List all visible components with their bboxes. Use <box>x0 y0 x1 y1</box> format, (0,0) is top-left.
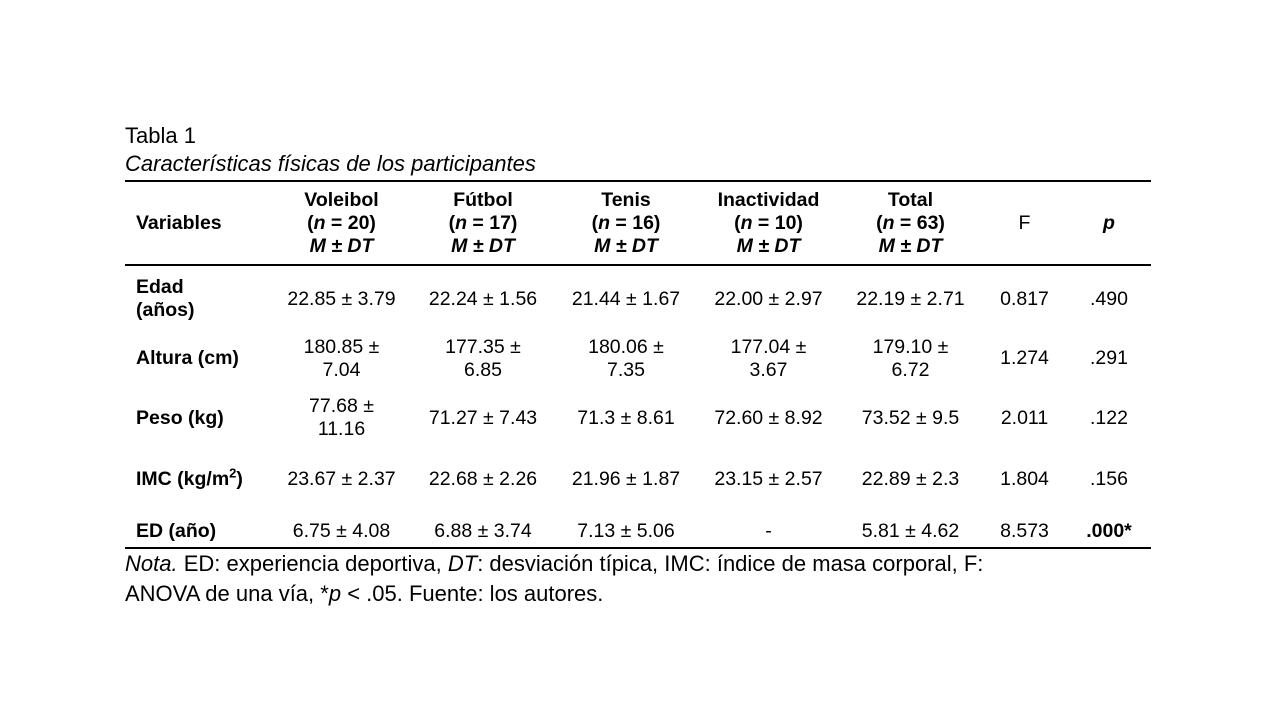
note-label: Nota. <box>125 551 178 576</box>
cell-inactividad: - <box>765 519 772 542</box>
note-text: < .05. Fuente: los autores. <box>341 581 604 606</box>
cell-voleibol: 77.68 ± 11.16 <box>309 395 374 440</box>
cell-futbol: 177.35 ± 6.85 <box>445 335 521 381</box>
header-f: F <box>982 181 1067 265</box>
cell-total: 73.52 ± 9.5 <box>861 406 960 429</box>
table-row-imc <box>125 449 1151 509</box>
table-row-peso <box>125 387 1151 449</box>
data-table <box>125 180 1151 549</box>
cell-p: .156 <box>1090 467 1128 490</box>
cell-total: 22.19 ± 2.71 <box>856 287 965 310</box>
cell-variable: Edad (años) <box>136 276 195 321</box>
cell-tenis: 7.13 ± 5.06 <box>577 519 675 542</box>
table-number: Tabla 1 <box>125 123 196 148</box>
cell-p: .000* <box>1086 519 1132 542</box>
table-caption: Características físicas de los participantes <box>125 151 536 176</box>
cell-inactividad: 22.00 ± 2.97 <box>714 287 823 310</box>
note-dt: DT <box>447 551 478 576</box>
cell-p: .291 <box>1090 347 1128 369</box>
cell-inactividad: 72.60 ± 8.92 <box>714 406 823 429</box>
header-variables: Variables <box>125 181 271 265</box>
table-note-line2 <box>125 579 1125 609</box>
cell-voleibol: 6.75 ± 4.08 <box>292 519 391 542</box>
cell-variable: ED (año) <box>136 519 217 542</box>
header-inactividad: Inactividad (n = 10) M ± DT <box>698 181 839 265</box>
cell-f: 8.573 <box>1000 519 1049 542</box>
cell-inactividad: 177.04 ± 3.67 <box>730 335 807 381</box>
note-text: ED: experiencia deportiva, <box>177 551 448 576</box>
cell-futbol: 6.88 ± 3.74 <box>434 519 532 542</box>
note-text: : desviación típica, IMC: índice de masa corporal, F: <box>477 551 984 576</box>
cell-voleibol: 180.85 ± 7.04 <box>303 335 380 381</box>
cell-p: .490 <box>1090 287 1128 310</box>
cell-f: 0.817 <box>1000 287 1049 310</box>
table-row-altura <box>125 330 1151 387</box>
table-row-edad <box>125 265 1151 330</box>
header-p: p <box>1067 181 1151 265</box>
header-voleibol: Voleibol (n = 20) M ± DT <box>271 181 412 265</box>
cell-tenis: 180.06 ± 7.35 <box>588 335 664 381</box>
cell-total: 22.89 ± 2.3 <box>861 467 960 490</box>
table-container <box>125 122 1151 609</box>
cell-total: 179.10 ± 6.72 <box>872 335 949 381</box>
cell-voleibol: 23.67 ± 2.37 <box>287 467 396 490</box>
header-tenis: Tenis (n = 16) M ± DT <box>554 181 698 265</box>
table-row-ed <box>125 509 1151 548</box>
table-note <box>125 549 1125 579</box>
header-futbol: Fútbol (n = 17) M ± DT <box>412 181 554 265</box>
cell-f: 1.274 <box>1000 347 1049 369</box>
header-total: Total (n = 63) M ± DT <box>839 181 982 265</box>
cell-variable: Altura (cm) <box>136 347 239 369</box>
cell-f: 2.011 <box>1000 406 1049 429</box>
cell-variable: IMC $(kg/m^2)$ <box>136 465 243 490</box>
cell-voleibol: 22.85 ± 3.79 <box>287 287 396 310</box>
note-text: ANOVA de una vía, * <box>125 581 329 606</box>
cell-tenis: 21.96 ± 1.87 <box>571 467 681 490</box>
cell-f: 1.804 <box>1000 467 1049 490</box>
header-row <box>125 181 1151 265</box>
cell-futbol: 22.24 ± 1.56 <box>428 287 538 310</box>
cell-tenis: 21.44 ± 1.67 <box>571 287 681 310</box>
cell-variable: Peso (kg) <box>136 406 224 429</box>
cell-futbol: 71.27 ± 7.43 <box>428 406 538 429</box>
note-p: p <box>328 581 342 606</box>
cell-inactividad: 23.15 ± 2.57 <box>714 467 823 490</box>
cell-futbol: 22.68 ± 2.26 <box>428 467 538 490</box>
cell-p: .122 <box>1090 406 1128 429</box>
cell-total: 5.81 ± 4.62 <box>861 519 960 542</box>
cell-tenis: 71.3 ± 8.61 <box>577 406 675 429</box>
